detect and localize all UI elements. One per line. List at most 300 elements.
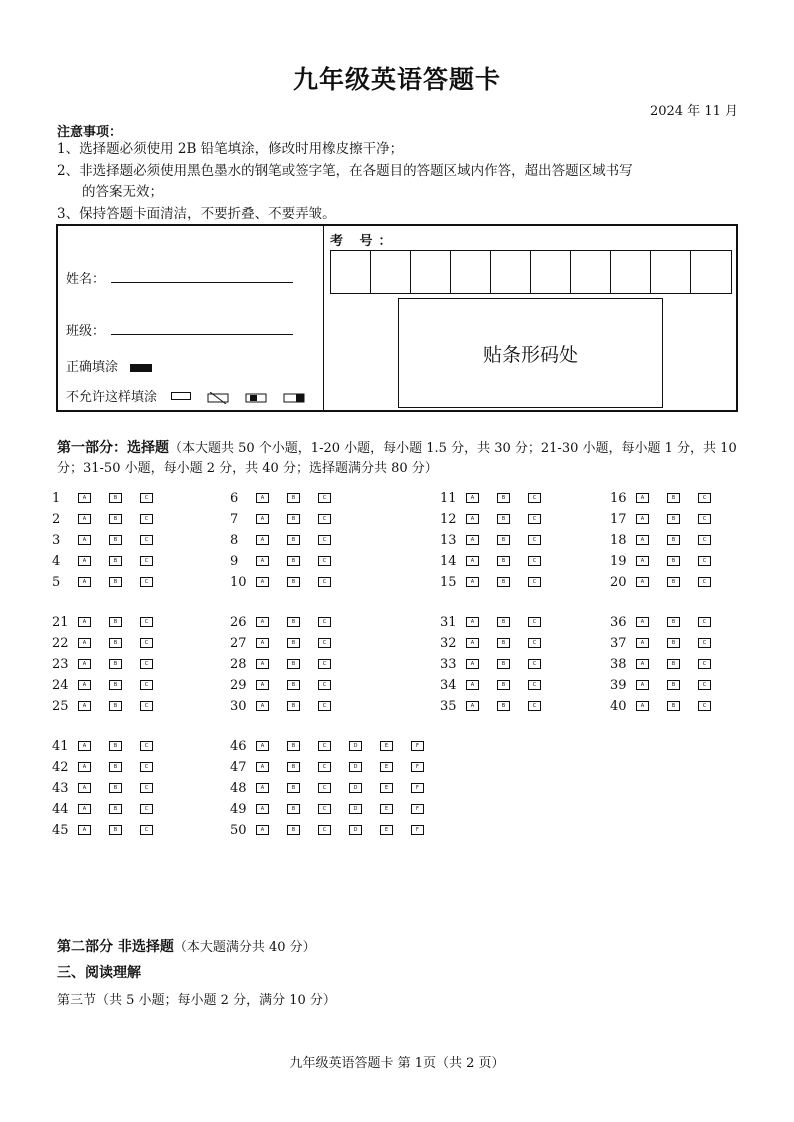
answer-bubble-b[interactable]: B <box>287 680 300 690</box>
answer-bubble-a[interactable]: A <box>636 701 649 711</box>
question-26 <box>230 612 349 632</box>
answer-bubble-b[interactable]: B <box>109 804 122 814</box>
question-29 <box>230 675 349 695</box>
answer-bubble-a[interactable]: A <box>256 577 269 587</box>
question-5 <box>52 572 171 592</box>
answer-bubble-b[interactable]: B <box>109 493 122 503</box>
answer-bubble-a[interactable]: A <box>78 577 91 587</box>
answer-bubble-c[interactable]: C <box>318 825 331 835</box>
question-number: 15 <box>440 574 457 590</box>
question-number: 30 <box>230 698 247 714</box>
notice-item-1: 1、选择题必须使用 2B 铅笔填涂，修改时用橡皮擦干净； <box>57 141 404 157</box>
answer-bubble-b[interactable]: B <box>109 741 122 751</box>
answer-bubble-a[interactable]: A <box>256 804 269 814</box>
answer-bubble-f[interactable]: F <box>411 741 424 751</box>
question-20 <box>610 572 729 592</box>
question-number: 9 <box>230 553 239 569</box>
answer-bubble-c[interactable]: C <box>318 783 331 793</box>
answer-bubble-b[interactable]: B <box>497 493 510 503</box>
answer-bubble-c[interactable]: C <box>318 762 331 772</box>
answer-bubble-a[interactable]: A <box>78 617 91 627</box>
answer-bubble-c[interactable]: C <box>140 556 153 566</box>
answer-bubble-c[interactable]: C <box>698 514 711 524</box>
barcode-area <box>398 298 663 408</box>
exam-date: 2024 年 11 月 <box>649 104 738 119</box>
part1-header <box>57 438 742 479</box>
answer-bubble-a[interactable]: A <box>256 741 269 751</box>
question-number: 14 <box>440 553 457 569</box>
answer-bubble-a[interactable]: A <box>256 680 269 690</box>
answer-bubble-f[interactable]: F <box>411 804 424 814</box>
answer-bubble-b[interactable]: B <box>497 577 510 587</box>
part1-desc: （本大题共 50 个小题，1-20 小题，每小题 1.5 分，共 30 分；21-30 小题，每小题 1 分，共 10 分；31-50 小题，每小题 2 分，共 40 分；选择题满分共 80 分） <box>57 441 737 476</box>
question-number: 32 <box>440 635 457 651</box>
answer-bubble-b[interactable]: B <box>497 617 510 627</box>
question-number: 2 <box>52 511 61 527</box>
question-30 <box>230 696 349 716</box>
question-number: 46 <box>230 738 247 754</box>
question-number: 16 <box>610 490 627 506</box>
exam-number-label: 考 号： <box>330 234 398 249</box>
answer-bubble-d[interactable]: D <box>349 783 362 793</box>
answer-bubble-f[interactable]: F <box>411 762 424 772</box>
notice-item-2-cont: 的答案无效； <box>82 184 163 200</box>
answer-bubble-e[interactable]: E <box>380 741 393 751</box>
answer-bubble-b[interactable]: B <box>287 556 300 566</box>
answer-bubble-a[interactable]: A <box>78 680 91 690</box>
question-number: 11 <box>440 490 457 506</box>
student-info-left <box>58 226 324 410</box>
question-12 <box>440 509 559 529</box>
answer-bubble-c[interactable]: C <box>528 638 541 648</box>
barcode-label: 贴条形码处 <box>482 343 578 366</box>
answer-bubble-c[interactable]: C <box>140 804 153 814</box>
exam-number-cell[interactable] <box>531 251 571 293</box>
answer-bubble-a[interactable]: A <box>466 680 479 690</box>
answer-bubble-e[interactable]: E <box>380 762 393 772</box>
class-line[interactable] <box>111 322 293 335</box>
answer-bubble-c[interactable]: C <box>528 514 541 524</box>
class-label: 班级： <box>66 324 106 339</box>
answer-bubble-d[interactable]: D <box>349 762 362 772</box>
answer-bubble-c[interactable]: C <box>140 783 153 793</box>
question-7 <box>230 509 349 529</box>
answer-bubble-b[interactable]: B <box>287 762 300 772</box>
question-number: 10 <box>230 574 247 590</box>
question-number: 28 <box>230 656 247 672</box>
answer-bubble-b[interactable]: B <box>497 556 510 566</box>
answer-bubble-c[interactable]: C <box>698 577 711 587</box>
answer-bubble-b[interactable]: B <box>287 577 300 587</box>
half-right-mark-icon <box>283 392 305 404</box>
answer-bubble-c[interactable]: C <box>698 493 711 503</box>
question-33 <box>440 654 559 674</box>
answer-bubble-a[interactable]: A <box>78 783 91 793</box>
question-number: 8 <box>230 532 239 548</box>
answer-bubble-d[interactable]: D <box>349 741 362 751</box>
answer-bubble-e[interactable]: E <box>380 825 393 835</box>
answer-bubble-a[interactable]: A <box>636 638 649 648</box>
answer-bubble-c[interactable]: C <box>318 659 331 669</box>
answer-bubble-c[interactable]: C <box>528 659 541 669</box>
answer-bubble-a[interactable]: A <box>466 638 479 648</box>
answer-bubble-a[interactable]: A <box>78 804 91 814</box>
exam-number-cell[interactable] <box>451 251 491 293</box>
answer-bubble-b[interactable]: B <box>109 617 122 627</box>
exam-number-cell[interactable] <box>491 251 531 293</box>
answer-bubble-e[interactable]: E <box>380 804 393 814</box>
question-number: 7 <box>230 511 239 527</box>
slash-mark-icon <box>207 392 229 404</box>
answer-bubble-b[interactable]: B <box>497 680 510 690</box>
question-27 <box>230 633 349 653</box>
question-14 <box>440 551 559 571</box>
notice-item-3: 3、保持答题卡面清洁，不要折叠、不要弄皱。 <box>57 206 336 222</box>
answer-bubble-c[interactable]: C <box>140 680 153 690</box>
question-44 <box>52 799 171 819</box>
answer-bubble-a[interactable]: A <box>256 638 269 648</box>
answer-bubble-d[interactable]: D <box>349 825 362 835</box>
answer-bubble-c[interactable]: C <box>318 638 331 648</box>
student-info-box <box>56 224 738 412</box>
answer-bubble-c[interactable]: C <box>140 825 153 835</box>
question-number: 49 <box>230 801 247 817</box>
answer-bubble-b[interactable]: B <box>667 535 680 545</box>
answer-bubble-c[interactable]: C <box>318 701 331 711</box>
question-number: 33 <box>440 656 457 672</box>
answer-bubble-c[interactable]: C <box>318 741 331 751</box>
answer-bubble-c[interactable]: C <box>528 535 541 545</box>
answer-bubble-e[interactable]: E <box>380 783 393 793</box>
half-left-mark-icon <box>245 392 267 404</box>
question-6 <box>230 488 349 508</box>
question-2 <box>52 509 171 529</box>
answer-bubble-a[interactable]: A <box>256 783 269 793</box>
question-number: 24 <box>52 677 69 693</box>
answer-bubble-f[interactable]: F <box>411 783 424 793</box>
question-number: 23 <box>52 656 69 672</box>
answer-bubble-a[interactable]: A <box>78 514 91 524</box>
answer-bubble-c[interactable]: C <box>140 701 153 711</box>
answer-bubble-a[interactable]: A <box>256 535 269 545</box>
notice-item-2: 2、非选择题必须使用黑色墨水的钢笔或签字笔，在各题目的答题区域内作答，超出答题区域书写 <box>57 163 633 179</box>
answer-bubble-a[interactable]: A <box>256 825 269 835</box>
question-number: 12 <box>440 511 457 527</box>
answer-bubble-a[interactable]: A <box>78 638 91 648</box>
question-47 <box>230 757 442 777</box>
answer-bubble-a[interactable]: A <box>466 617 479 627</box>
answer-bubble-a[interactable]: A <box>466 701 479 711</box>
answer-bubble-c[interactable]: C <box>698 659 711 669</box>
question-number: 50 <box>230 822 247 838</box>
answer-bubble-c[interactable]: C <box>698 638 711 648</box>
question-46 <box>230 736 442 756</box>
answer-bubble-b[interactable]: B <box>287 659 300 669</box>
answer-bubble-b[interactable]: B <box>109 638 122 648</box>
answer-bubble-c[interactable]: C <box>318 680 331 690</box>
answer-bubble-b[interactable]: B <box>667 577 680 587</box>
exam-number-cell[interactable] <box>691 251 731 293</box>
answer-bubble-c[interactable]: C <box>318 556 331 566</box>
answer-bubble-c[interactable]: C <box>318 617 331 627</box>
answer-bubble-b[interactable]: B <box>287 804 300 814</box>
section-3-heading: 三、阅读理解 <box>57 965 141 981</box>
question-9 <box>230 551 349 571</box>
question-4 <box>52 551 171 571</box>
name-line[interactable] <box>111 270 293 283</box>
question-38 <box>610 654 729 674</box>
answer-bubble-a[interactable]: A <box>256 762 269 772</box>
question-41 <box>52 736 171 756</box>
answer-bubble-c[interactable]: C <box>140 617 153 627</box>
answer-bubble-b[interactable]: B <box>109 659 122 669</box>
question-number: 6 <box>230 490 239 506</box>
part2-header <box>57 936 316 956</box>
answer-bubble-b[interactable]: B <box>287 617 300 627</box>
answer-bubble-a[interactable]: A <box>256 556 269 566</box>
answer-bubble-b[interactable]: B <box>287 493 300 503</box>
answer-bubble-b[interactable]: B <box>497 535 510 545</box>
question-50 <box>230 820 442 840</box>
answer-bubble-c[interactable]: C <box>528 577 541 587</box>
answer-bubble-b[interactable]: B <box>109 514 122 524</box>
question-number: 4 <box>52 553 61 569</box>
answer-bubble-b[interactable]: B <box>667 638 680 648</box>
answer-bubble-a[interactable]: A <box>636 680 649 690</box>
question-39 <box>610 675 729 695</box>
question-number: 27 <box>230 635 247 651</box>
question-8 <box>230 530 349 550</box>
answer-bubble-c[interactable]: C <box>140 762 153 772</box>
question-number: 40 <box>610 698 627 714</box>
question-number: 1 <box>52 490 61 506</box>
answer-bubble-c[interactable]: C <box>528 701 541 711</box>
answer-bubble-a[interactable]: A <box>256 514 269 524</box>
question-number: 29 <box>230 677 247 693</box>
page-footer: 九年级英语答题卡 第 1页（共 2 页） <box>289 1056 505 1071</box>
question-35 <box>440 696 559 716</box>
part1-heading: 第一部分：选择题 <box>57 440 169 456</box>
answer-bubble-d[interactable]: D <box>349 804 362 814</box>
answer-bubble-b[interactable]: B <box>287 514 300 524</box>
exam-number-cell[interactable] <box>571 251 611 293</box>
question-number: 5 <box>52 574 61 590</box>
exam-number-cell[interactable] <box>411 251 451 293</box>
question-number: 39 <box>610 677 627 693</box>
answer-bubble-a[interactable]: A <box>636 535 649 545</box>
answer-bubble-b[interactable]: B <box>667 680 680 690</box>
answer-bubble-a[interactable]: A <box>78 535 91 545</box>
question-number: 44 <box>52 801 69 817</box>
question-number: 17 <box>610 511 627 527</box>
answer-bubble-a[interactable]: A <box>466 493 479 503</box>
answer-bubble-b[interactable]: B <box>109 535 122 545</box>
answer-bubble-c[interactable]: C <box>528 556 541 566</box>
answer-bubble-a[interactable]: A <box>256 617 269 627</box>
answer-bubble-b[interactable]: B <box>287 783 300 793</box>
page-title: 九年级英语答题卡 <box>292 65 501 94</box>
answer-bubble-a[interactable]: A <box>78 701 91 711</box>
answer-bubble-c[interactable]: C <box>140 535 153 545</box>
wrong-fill-label: 不允许这样填涂 <box>66 390 158 405</box>
question-13 <box>440 530 559 550</box>
answer-bubble-b[interactable]: B <box>109 577 122 587</box>
answer-bubble-c[interactable]: C <box>318 493 331 503</box>
question-18 <box>610 530 729 550</box>
answer-bubble-c[interactable]: C <box>140 741 153 751</box>
answer-bubble-b[interactable]: B <box>667 556 680 566</box>
empty-mark-icon <box>171 392 191 400</box>
question-45 <box>52 820 171 840</box>
answer-bubble-b[interactable]: B <box>287 638 300 648</box>
answer-bubble-a[interactable]: A <box>466 577 479 587</box>
answer-bubble-c[interactable]: C <box>318 535 331 545</box>
question-15 <box>440 572 559 592</box>
answer-bubble-a[interactable]: A <box>466 535 479 545</box>
answer-bubble-b[interactable]: B <box>287 701 300 711</box>
answer-bubble-b[interactable]: B <box>497 701 510 711</box>
class-field[interactable] <box>66 320 293 339</box>
answer-bubble-c[interactable]: C <box>528 493 541 503</box>
question-43 <box>52 778 171 798</box>
question-number: 45 <box>52 822 69 838</box>
wrong-fill-example <box>66 386 305 405</box>
answer-bubble-b[interactable]: B <box>667 493 680 503</box>
answer-bubble-b[interactable]: B <box>287 535 300 545</box>
answer-bubble-c[interactable]: C <box>140 638 153 648</box>
question-3 <box>52 530 171 550</box>
question-number: 18 <box>610 532 627 548</box>
answer-bubble-b[interactable]: B <box>109 783 122 793</box>
answer-bubble-b[interactable]: B <box>287 825 300 835</box>
answer-bubble-a[interactable]: A <box>78 741 91 751</box>
answer-bubble-c[interactable]: C <box>140 577 153 587</box>
answer-bubble-b[interactable]: B <box>109 701 122 711</box>
answer-bubble-b[interactable]: B <box>667 514 680 524</box>
question-number: 31 <box>440 614 457 630</box>
question-number: 34 <box>440 677 457 693</box>
question-32 <box>440 633 559 653</box>
exam-number-grid[interactable] <box>330 250 732 294</box>
question-number: 42 <box>52 759 69 775</box>
question-19 <box>610 551 729 571</box>
question-number: 43 <box>52 780 69 796</box>
question-25 <box>52 696 171 716</box>
answer-bubble-a[interactable]: A <box>78 493 91 503</box>
part2-desc: （本大题满分共 40 分） <box>173 940 316 955</box>
correct-fill-example <box>66 356 152 375</box>
question-49 <box>230 799 442 819</box>
name-label: 姓名： <box>66 272 106 287</box>
question-16 <box>610 488 729 508</box>
answer-bubble-a[interactable]: A <box>78 825 91 835</box>
question-number: 13 <box>440 532 457 548</box>
question-number: 21 <box>52 614 69 630</box>
answer-bubble-c[interactable]: C <box>698 617 711 627</box>
question-40 <box>610 696 729 716</box>
question-number: 26 <box>230 614 247 630</box>
question-10 <box>230 572 349 592</box>
answer-bubble-a[interactable]: A <box>636 514 649 524</box>
question-number: 47 <box>230 759 247 775</box>
question-number: 38 <box>610 656 627 672</box>
answer-bubble-b[interactable]: B <box>497 659 510 669</box>
question-36 <box>610 612 729 632</box>
answer-bubble-f[interactable]: F <box>411 825 424 835</box>
answer-bubble-b[interactable]: B <box>287 741 300 751</box>
answer-bubble-c[interactable]: C <box>698 680 711 690</box>
exam-number-cell[interactable] <box>611 251 651 293</box>
question-11 <box>440 488 559 508</box>
answer-bubble-b[interactable]: B <box>109 762 122 772</box>
answer-bubble-a[interactable]: A <box>256 493 269 503</box>
filled-mark-icon <box>130 364 152 372</box>
answer-bubble-a[interactable]: A <box>78 659 91 669</box>
answer-bubble-a[interactable]: A <box>636 556 649 566</box>
exam-number-cell[interactable] <box>371 251 411 293</box>
answer-bubble-b[interactable]: B <box>667 617 680 627</box>
answer-bubble-a[interactable]: A <box>78 762 91 772</box>
answer-bubble-c[interactable]: C <box>140 493 153 503</box>
answer-bubble-c[interactable]: C <box>698 535 711 545</box>
answer-bubble-c[interactable]: C <box>318 804 331 814</box>
answer-bubble-a[interactable]: A <box>636 617 649 627</box>
answer-bubble-c[interactable]: C <box>528 617 541 627</box>
name-field[interactable] <box>66 268 293 287</box>
answer-bubble-a[interactable]: A <box>256 659 269 669</box>
answer-bubble-b[interactable]: B <box>497 638 510 648</box>
answer-bubble-b[interactable]: B <box>667 659 680 669</box>
question-28 <box>230 654 349 674</box>
answer-bubble-a[interactable]: A <box>636 493 649 503</box>
question-number: 48 <box>230 780 247 796</box>
question-21 <box>52 612 171 632</box>
answer-bubble-a[interactable]: A <box>78 556 91 566</box>
answer-bubble-c[interactable]: C <box>698 556 711 566</box>
answer-bubble-a[interactable]: A <box>466 514 479 524</box>
question-number: 3 <box>52 532 61 548</box>
answer-bubble-c[interactable]: C <box>528 680 541 690</box>
question-number: 37 <box>610 635 627 651</box>
correct-fill-label: 正确填涂 <box>66 360 119 375</box>
answer-bubble-c[interactable]: C <box>698 701 711 711</box>
question-number: 41 <box>52 738 69 754</box>
answer-bubble-c[interactable]: C <box>140 659 153 669</box>
section-3-subheading: 第三节（共 5 小题；每小题 2 分，满分 10 分） <box>57 993 336 1008</box>
question-22 <box>52 633 171 653</box>
answer-bubble-a[interactable]: A <box>256 701 269 711</box>
answer-bubble-b[interactable]: B <box>109 556 122 566</box>
answer-bubble-a[interactable]: A <box>636 577 649 587</box>
answer-bubble-b[interactable]: B <box>497 514 510 524</box>
answer-bubble-b[interactable]: B <box>109 825 122 835</box>
answer-bubble-c[interactable]: C <box>140 514 153 524</box>
answer-bubble-c[interactable]: C <box>318 577 331 587</box>
question-42 <box>52 757 171 777</box>
question-48 <box>230 778 442 798</box>
answer-bubble-c[interactable]: C <box>318 514 331 524</box>
question-number: 20 <box>610 574 627 590</box>
answer-bubble-a[interactable]: A <box>466 659 479 669</box>
exam-number-cell[interactable] <box>331 251 371 293</box>
part2-heading: 第二部分 非选择题 <box>57 939 174 955</box>
answer-bubble-b[interactable]: B <box>109 680 122 690</box>
answer-bubble-a[interactable]: A <box>636 659 649 669</box>
answer-bubble-a[interactable]: A <box>466 556 479 566</box>
exam-number-cell[interactable] <box>651 251 691 293</box>
answer-bubble-b[interactable]: B <box>667 701 680 711</box>
question-37 <box>610 633 729 653</box>
